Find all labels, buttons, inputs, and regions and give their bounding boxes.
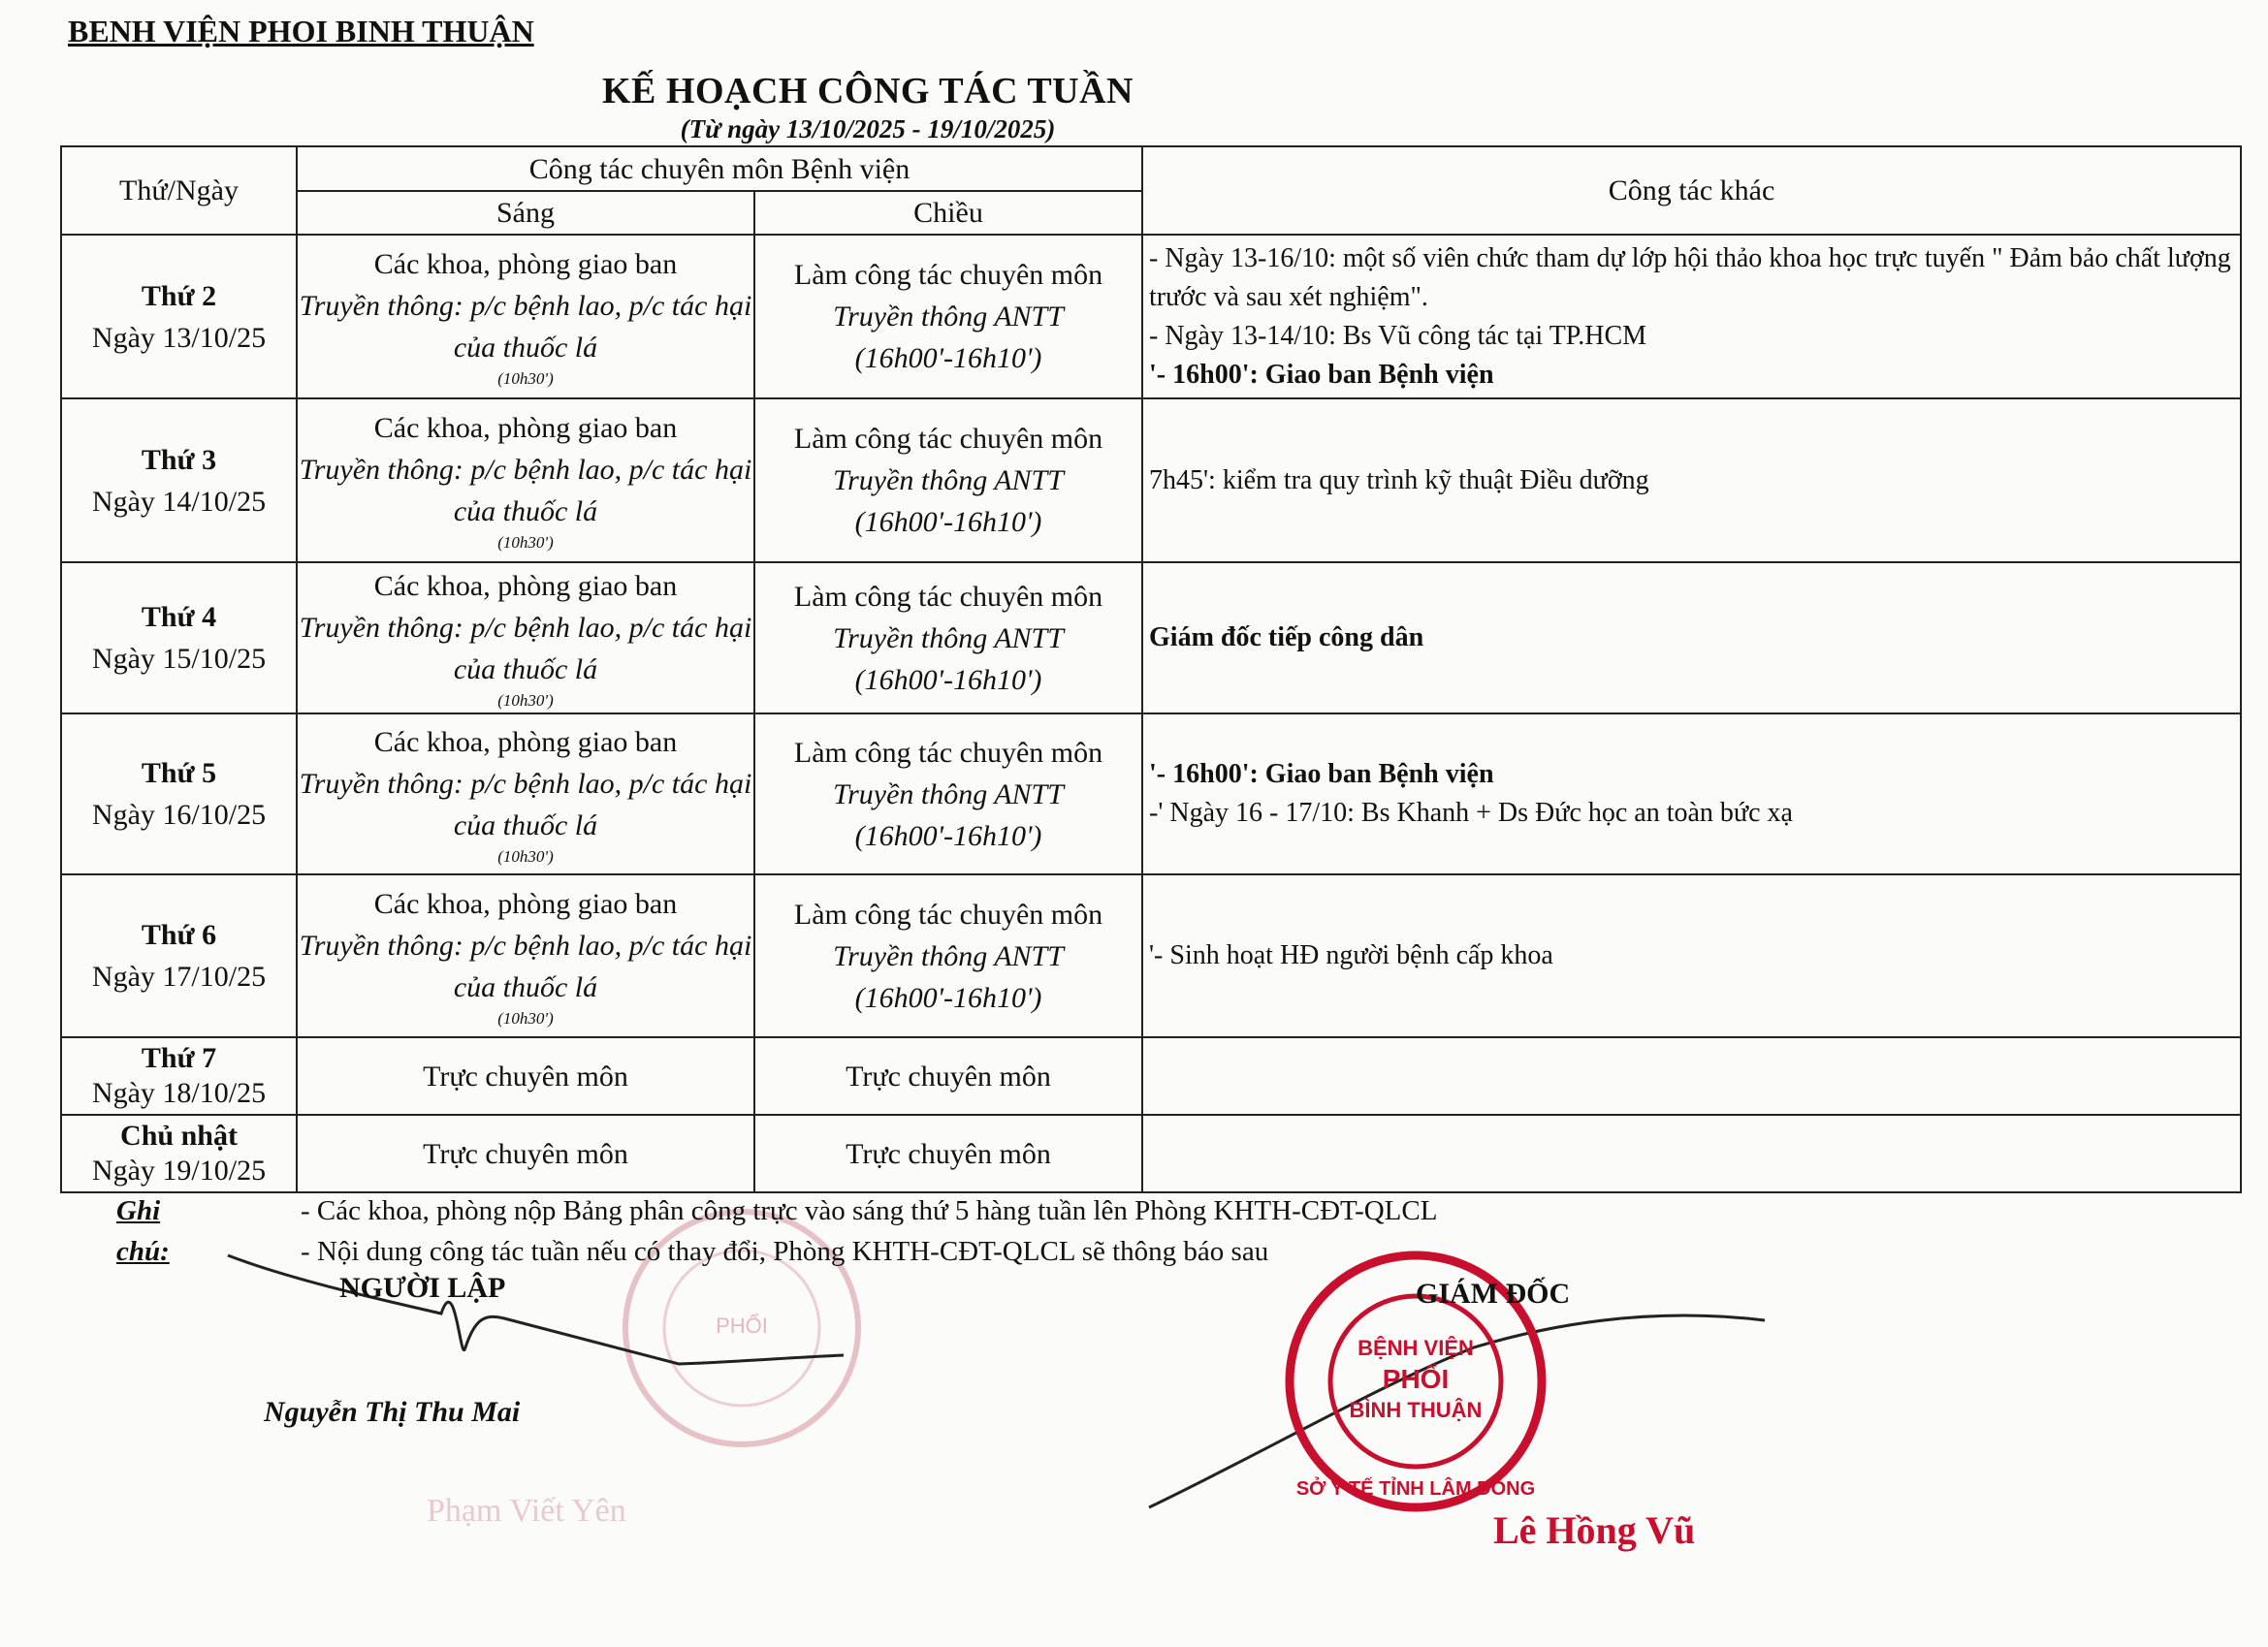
morning-communication: Truyền thông: p/c bệnh lao, p/c tác hại của thuốc lá — [299, 929, 752, 1003]
table-row — [61, 235, 2241, 398]
afternoon-communication: Truyền thông ANTT — [833, 301, 1064, 333]
day-cell — [61, 562, 297, 713]
morning-time: (10h30') — [497, 690, 554, 710]
note-line: - Nội dung công tác tuần nếu có thay đổi, Phòng KHTH-CĐT-QLCL sẽ thông báo sau — [301, 1236, 1269, 1267]
afternoon-task: Trực chuyên môn — [846, 1137, 1051, 1170]
afternoon-task: Làm công tác chuyên môn — [793, 898, 1103, 931]
afternoon-cell — [754, 1037, 1142, 1115]
morning-task: Các khoa, phòng giao ban — [373, 248, 678, 280]
morning-communication: Truyền thông: p/c bệnh lao, p/c tác hại của thuốc lá — [299, 611, 752, 685]
day-name: Thứ 4 — [141, 601, 217, 633]
morning-cell — [297, 1037, 754, 1115]
other-cell — [1142, 1115, 2241, 1192]
day-name: Thứ 2 — [141, 279, 217, 312]
stamp-line-1: BỆNH VIỆN — [1358, 1336, 1474, 1360]
preparer-name: Nguyễn Thị Thu Mai — [264, 1396, 521, 1428]
day-date: Ngày 15/10/25 — [91, 643, 267, 675]
afternoon-cell — [754, 713, 1142, 874]
morning-cell — [297, 1115, 754, 1192]
morning-time: (10h30') — [497, 1008, 554, 1028]
other-cell — [1142, 713, 2241, 874]
table-row — [61, 1037, 2241, 1115]
afternoon-communication: Truyền thông ANTT — [833, 939, 1064, 972]
day-name: Thứ 3 — [141, 443, 217, 476]
afternoon-task: Làm công tác chuyên môn — [793, 259, 1103, 291]
other-cell — [1142, 1037, 2241, 1115]
morning-cell — [297, 398, 754, 562]
other-line: '- 16h00': Giao ban Bệnh viện — [1149, 359, 1494, 390]
morning-time: (10h30') — [497, 846, 554, 866]
morning-cell — [297, 874, 754, 1037]
day-date: Ngày 16/10/25 — [91, 799, 267, 831]
day-name: Chủ nhật — [120, 1120, 238, 1152]
afternoon-cell — [754, 562, 1142, 713]
header-morning: Sáng — [297, 191, 754, 235]
director-name: Lê Hồng Vũ — [1493, 1508, 1696, 1552]
afternoon-cell — [754, 398, 1142, 562]
header-other: Công tác khác — [1142, 146, 2241, 235]
other-cell — [1142, 235, 2241, 398]
stamp-ring-text: SỞ Y TẾ TỈNH LÂM ĐỒNG — [1295, 1478, 1536, 1500]
table-row — [61, 398, 2241, 562]
morning-time: (10h30') — [497, 369, 554, 388]
weekly-plan-table — [60, 145, 2242, 1193]
table-row — [61, 874, 2241, 1037]
day-cell — [61, 1037, 297, 1115]
header-day: Thứ/Ngày — [61, 146, 297, 235]
day-cell — [61, 235, 297, 398]
afternoon-time: (16h00'-16h10') — [854, 342, 1042, 374]
afternoon-task: Làm công tác chuyên môn — [793, 580, 1103, 613]
date-range: (Từ ngày 13/10/2025 - 19/10/2025) — [680, 114, 1056, 143]
stamp-line-2: PHỔI — [1382, 1364, 1450, 1394]
afternoon-communication: Truyền thông ANTT — [833, 777, 1064, 810]
afternoon-time: (16h00'-16h10') — [854, 819, 1042, 852]
other-line: Giám đốc tiếp công dân — [1149, 622, 1424, 652]
day-cell — [61, 398, 297, 562]
morning-task: Trực chuyên môn — [423, 1137, 628, 1170]
afternoon-time: (16h00'-16h10') — [854, 981, 1042, 1014]
afternoon-communication: Truyền thông ANTT — [833, 621, 1064, 654]
other-line: '- 16h00': Giao ban Bệnh viện — [1149, 759, 1494, 789]
day-name: Thứ 6 — [141, 919, 217, 951]
other-line: - Ngày 13-14/10: Bs Vũ công tác tại TP.HCM — [1149, 320, 1647, 351]
document-title: KẾ HOẠCH CÔNG TÁC TUẦN — [602, 71, 1134, 111]
morning-task: Các khoa, phòng giao ban — [373, 887, 678, 920]
day-cell — [61, 874, 297, 1037]
preparer-title: NGƯỜI LẬP — [339, 1272, 506, 1304]
header-professional: Công tác chuyên môn Bệnh viện — [297, 146, 1142, 191]
afternoon-task: Trực chuyên môn — [846, 1060, 1051, 1093]
other-cell — [1142, 398, 2241, 562]
morning-cell — [297, 235, 754, 398]
afternoon-cell — [754, 1115, 1142, 1192]
day-name: Thứ 7 — [141, 1042, 217, 1074]
other-line: 7h45': kiểm tra quy trình kỹ thuật Điều dưỡng — [1149, 464, 1649, 495]
day-date: Ngày 19/10/25 — [91, 1155, 267, 1187]
morning-task: Các khoa, phòng giao ban — [373, 725, 678, 758]
day-name: Thứ 5 — [141, 757, 217, 789]
morning-cell — [297, 562, 754, 713]
day-date: Ngày 14/10/25 — [91, 485, 267, 518]
afternoon-task: Làm công tác chuyên môn — [793, 423, 1103, 455]
stamp-line-3: BÌNH THUẬN — [1349, 1398, 1483, 1422]
notes-label: Ghi chú: — [116, 1195, 170, 1267]
table-row — [61, 562, 2241, 713]
day-date: Ngày 17/10/25 — [91, 961, 267, 993]
afternoon-time: (16h00'-16h10') — [854, 506, 1042, 538]
other-line: - Ngày 13-16/10: một số viên chức tham dự lớp hội thảo khoa học trực tuyến " Đảm bảo chất lượng trước và sau xét nghiệm". — [1149, 242, 2231, 312]
morning-task: Trực chuyên môn — [423, 1060, 628, 1093]
table-row — [61, 713, 2241, 874]
afternoon-cell — [754, 874, 1142, 1037]
morning-time: (10h30') — [497, 533, 554, 552]
other-line: -' Ngày 16 - 17/10: Bs Khanh + Ds Đức học an toàn bức xạ — [1149, 798, 1793, 828]
morning-communication: Truyền thông: p/c bệnh lao, p/c tác hại của thuốc lá — [299, 454, 752, 527]
day-date: Ngày 18/10/25 — [91, 1077, 267, 1109]
afternoon-communication: Truyền thông ANTT — [833, 464, 1064, 496]
svg-text:PHỔI: PHỔI — [716, 1314, 768, 1338]
faint-stamp-name: Phạm Viết Yên — [427, 1493, 626, 1529]
morning-task: Các khoa, phòng giao ban — [373, 569, 678, 602]
day-cell — [61, 713, 297, 874]
note-line: - Các khoa, phòng nộp Bảng phân công trực vào sáng thứ 5 hàng tuần lên Phòng KHTH-CĐT-QLCL — [301, 1195, 1438, 1226]
table-row — [61, 1115, 2241, 1192]
morning-task: Các khoa, phòng giao ban — [373, 412, 678, 444]
other-line: '- Sinh hoạt HĐ người bệnh cấp khoa — [1149, 940, 1553, 970]
day-cell — [61, 1115, 297, 1192]
afternoon-time: (16h00'-16h10') — [854, 663, 1042, 696]
header-afternoon: Chiều — [754, 191, 1142, 235]
morning-cell — [297, 713, 754, 874]
day-date: Ngày 13/10/25 — [91, 321, 267, 354]
morning-communication: Truyền thông: p/c bệnh lao, p/c tác hại của thuốc lá — [299, 290, 752, 364]
organization-name: BENH VIỆN PHOI BINH THUẬN — [68, 14, 534, 48]
morning-communication: Truyền thông: p/c bệnh lao, p/c tác hại của thuốc lá — [299, 767, 752, 841]
director-title: GIÁM ĐỐC — [1416, 1278, 1571, 1310]
afternoon-cell — [754, 235, 1142, 398]
other-cell — [1142, 874, 2241, 1037]
afternoon-task: Làm công tác chuyên môn — [793, 736, 1103, 769]
other-cell — [1142, 562, 2241, 713]
